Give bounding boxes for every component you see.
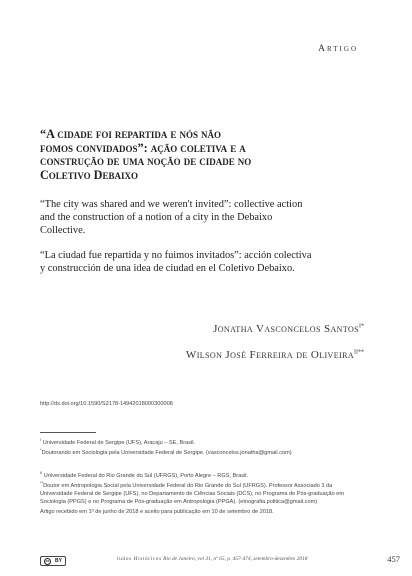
title-line: Coletivo Debaixo: [40, 167, 138, 182]
title-line: Collective.: [40, 225, 86, 236]
title-line: “The city was shared and we weren't invited”: collective action: [40, 199, 303, 210]
article-title-portuguese: [40, 128, 340, 182]
footnote-author-2: [40, 479, 370, 506]
journal-footer: [117, 556, 308, 562]
footnote-text: Universidade Federal do Rio Grande do Sul (UFRGS), Porto Alegre – RGS, Brasil.: [43, 472, 249, 479]
page-number: 457: [387, 554, 400, 564]
title-line: y construcción de una idea de ciudad en el Coletivo Debaixo.: [40, 263, 295, 274]
title-line: and the construction of a notion of a city in the Debaixo: [40, 212, 273, 223]
received-text: Artigo recebido em 1º de junho de 2018 e aceito para publicação em 10 de setembro de 2018.: [40, 509, 274, 515]
title-line: “La ciudad fue repartida y no fuimos invitados”: acción colectiva: [40, 250, 312, 261]
footnote-marker: *: [40, 447, 42, 452]
footnote-text: Universidade Federal de Sergipe (UFS), no Departamento de Ciências Sociais (DCS), no Programa de Pós-graduação em: [40, 490, 345, 497]
author-marker: I*: [359, 323, 364, 330]
creative-commons-icon: [40, 556, 66, 566]
title-line: construção de uma noção de cidade no: [40, 154, 252, 168]
author-name: Wilson José Ferreira de Oliveira: [185, 349, 354, 361]
journal-name: tudos Históricos: [117, 556, 162, 562]
title-line: “A cidade foi repartida e nós não: [40, 127, 222, 141]
received-note: [40, 508, 370, 516]
section-label: Artigo: [318, 44, 358, 54]
footnote-text: Doutorando em Sociologia pela Universidade Federal de Sergipe. (vasconcelos.jonatha@gmail.com): [41, 449, 292, 456]
author-marker: II**: [354, 349, 364, 356]
footnote-text: Doutor em Antropologia Social pela Universidade Federal do Rio Grande do Sul (UFRGS). Professor Associado 3 da: [43, 482, 333, 489]
footnote-marker: **: [40, 480, 44, 485]
footnote-text: Universidade Federal de Sergipe (UFS), Aracaju – SE, Brasil.: [42, 439, 196, 446]
footnote-divider: [40, 432, 96, 433]
author-2: [186, 349, 364, 361]
footnote-marker: II: [40, 470, 43, 475]
article-title-english: [40, 198, 360, 237]
author-name: Jonatha Vasconcelos Santos: [213, 323, 359, 335]
author-1: [213, 323, 364, 335]
journal-citation: Rio de Janeiro, vol 31, nº 65, p. 457-474, setembro-dezembro 2018: [163, 556, 308, 562]
footnote-author-1: [40, 446, 370, 457]
article-title-spanish: [40, 249, 360, 275]
footnote-text: Sociologia (PPGS) e no Programa de Pós-graduação em Antropologia (PPGA). (etnografia.politica@gmail.com): [40, 498, 318, 505]
footnote-marker: I: [40, 437, 42, 442]
doi-link[interactable]: http://dx.doi.org/10.1590/S2178-14942018000300008: [40, 401, 173, 407]
title-line: fomos convidados”: ação coletiva e a: [40, 140, 246, 155]
license-badge-text: BY: [55, 558, 62, 564]
cc-circle-icon: cc: [45, 559, 50, 563]
